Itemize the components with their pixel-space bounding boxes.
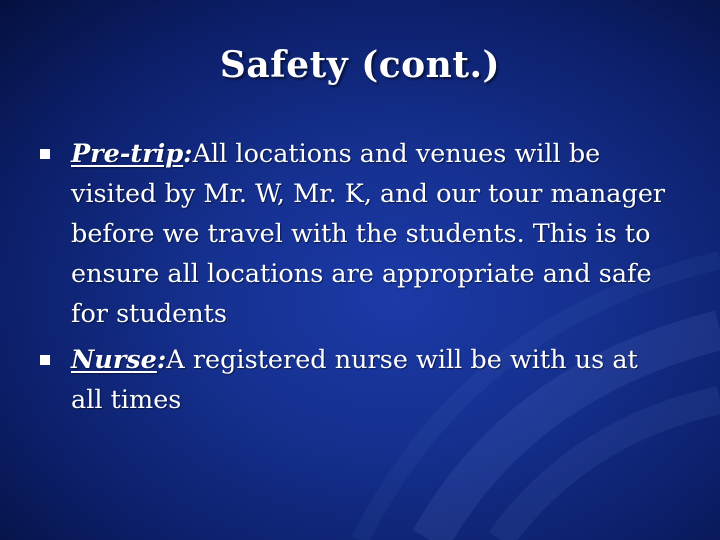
- bullet-text: [71, 340, 671, 420]
- bullet-label-colon: :: [156, 345, 167, 375]
- square-bullet-icon: [40, 355, 50, 365]
- bullet-item-nurse: [40, 340, 680, 420]
- slide-title: Safety (cont.): [219, 44, 501, 86]
- bullet-body: All locations and venues will be visited by Mr. W, Mr. K, and our tour manager before we travel with the students. This is to ensure all locations are appropriate and safe for students: [71, 139, 666, 329]
- bullet-label: Pre-trip: [71, 139, 184, 169]
- bullet-body: A registered nurse will be with us at all times: [71, 345, 638, 415]
- bullet-text: [71, 134, 671, 334]
- bullet-label-colon: :: [183, 139, 193, 169]
- bullet-label: Nurse: [71, 345, 157, 375]
- bullet-item-pre-trip: [40, 134, 680, 334]
- square-bullet-icon: [40, 149, 50, 159]
